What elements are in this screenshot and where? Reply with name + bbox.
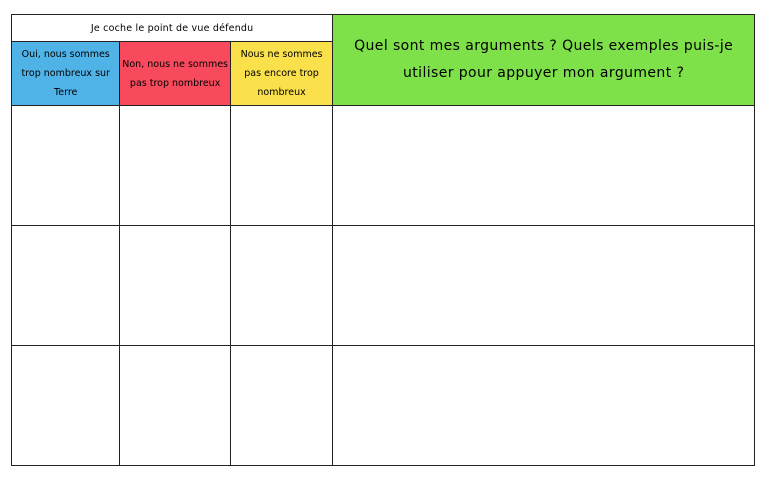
- viewpoint-group-header: [12, 15, 333, 42]
- option-not-yet-header: [230, 42, 332, 106]
- argument-text-cell[interactable]: [333, 226, 755, 346]
- checkbox-cell-no[interactable]: [120, 106, 230, 226]
- checkbox-cell-no[interactable]: [120, 346, 230, 466]
- argument-text-cell[interactable]: [333, 106, 755, 226]
- checkbox-cell-yes[interactable]: [12, 106, 120, 226]
- option-yes-header: [12, 42, 120, 106]
- answer-row: [12, 106, 755, 226]
- checkbox-cell-no[interactable]: [120, 226, 230, 346]
- checkbox-cell-not-yet[interactable]: [230, 346, 332, 466]
- option-yes-label: Oui, nous sommes trop nombreux sur Terre: [21, 49, 110, 99]
- checkbox-cell-not-yet[interactable]: [230, 106, 332, 226]
- header-row-top: [12, 15, 755, 42]
- checkbox-cell-yes[interactable]: [12, 346, 120, 466]
- argument-worksheet-table: [11, 14, 755, 466]
- argument-text-cell[interactable]: [333, 346, 755, 466]
- option-not-yet-label: Nous ne sommes pas encore trop nombreux: [240, 49, 323, 99]
- answer-row: [12, 226, 755, 346]
- viewpoint-group-title: Je coche le point de vue défendu: [90, 22, 254, 34]
- option-no-label: Non, nous ne sommes pas trop nombreux: [122, 58, 229, 89]
- checkbox-cell-not-yet[interactable]: [230, 226, 332, 346]
- arguments-question-cell: [333, 15, 755, 106]
- checkbox-cell-yes[interactable]: [12, 226, 120, 346]
- arguments-question-text: Quel sont mes arguments ? Quels exemples puis-je utiliser pour appuyer mon argument ?: [354, 38, 734, 82]
- option-no-header: [120, 42, 230, 106]
- answer-row: [12, 346, 755, 466]
